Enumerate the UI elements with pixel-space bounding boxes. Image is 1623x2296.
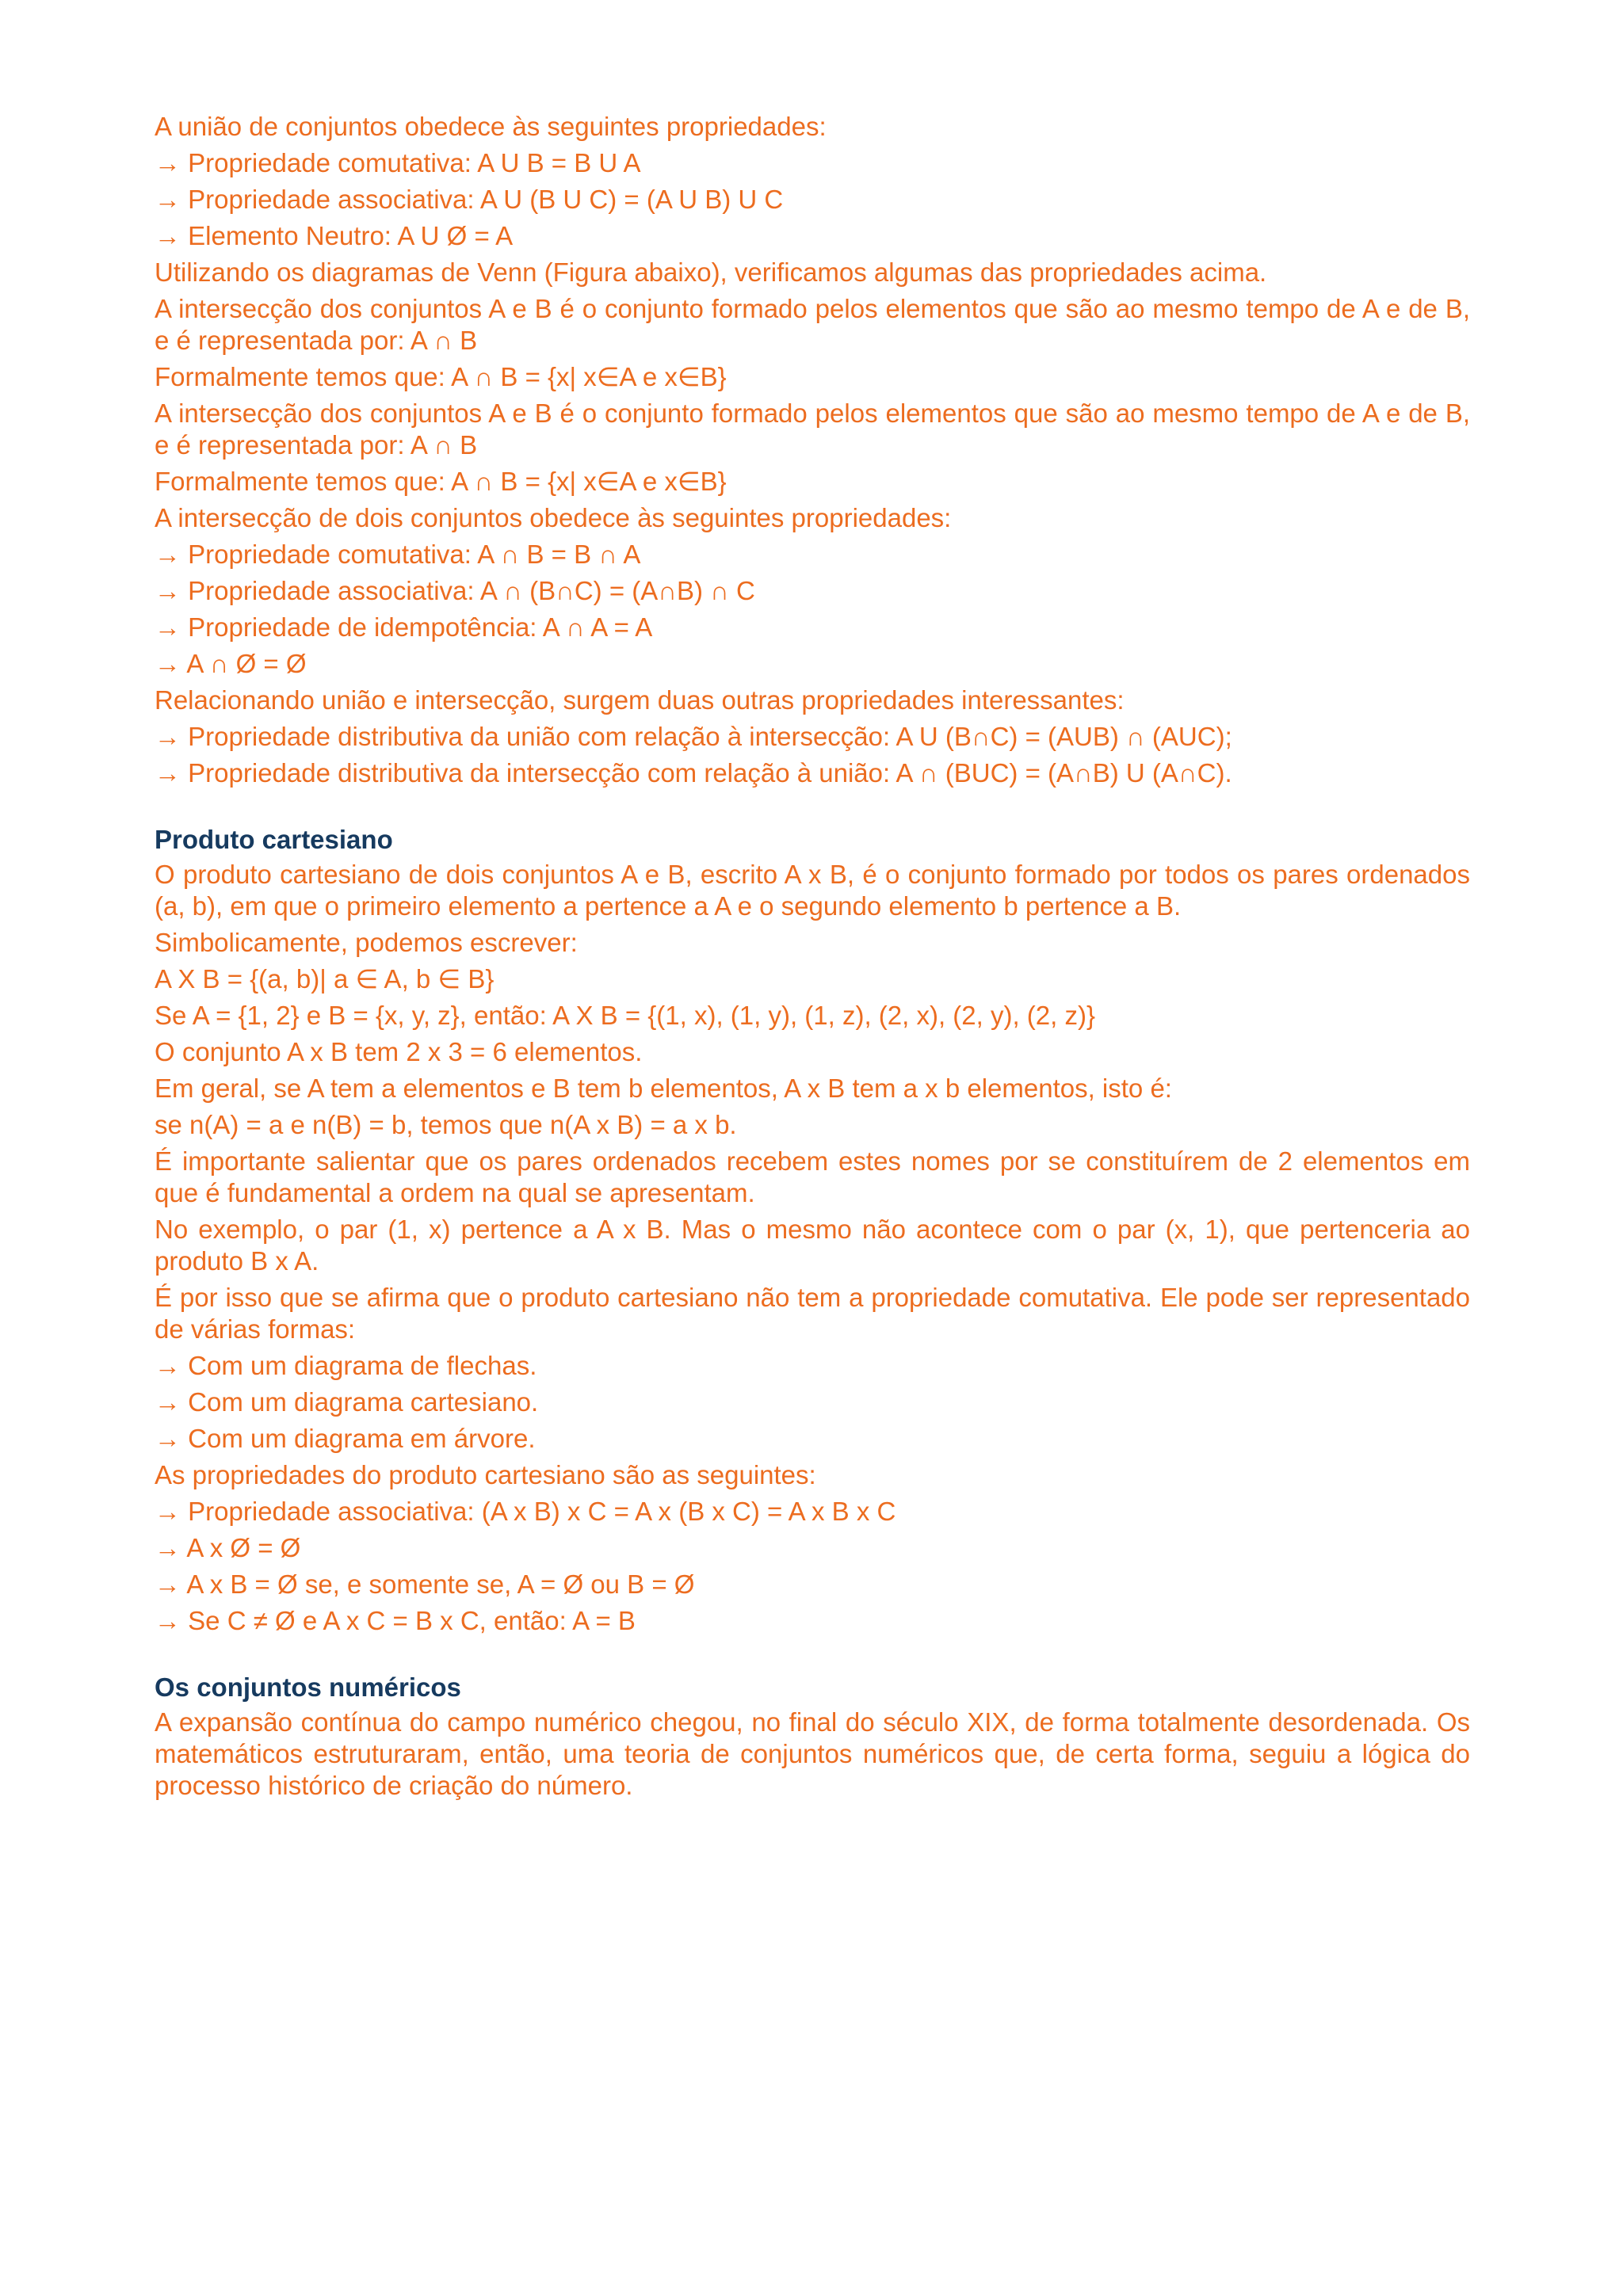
text-line: O conjunto A x B tem 2 x 3 = 6 elementos. — [155, 1037, 643, 1066]
text-line: → Propriedade de idempotência: A ∩ A = A — [155, 612, 653, 642]
text-line: → Propriedade associativa: A ∩ (B∩C) = (A∩B) ∩ C — [155, 576, 755, 605]
text-line: → Propriedade comutativa: A U B = B U A — [155, 148, 641, 177]
cartesian-product-section — [155, 824, 1470, 1637]
paragraph: O produto cartesiano de dois conjuntos A e B, escrito A x B, é o conjunto formado por todos os pares ordenados (a, b), em que o primeiro elemento a pertence a A e o segundo elemento b pertence a B. — [155, 860, 1470, 921]
paragraph: A intersecção dos conjuntos A e B é o conjunto formado pelos elementos que são ao mesmo tempo de A e de B, e é representada por: A ∩ B — [155, 294, 1470, 355]
paragraph: A intersecção dos conjuntos A e B é o conjunto formado pelos elementos que são ao mesmo tempo de A e de B, e é representada por: A ∩ B — [155, 399, 1470, 460]
text-line: → Com um diagrama em árvore. — [155, 1424, 536, 1453]
text-line: Utilizando os diagramas de Venn (Figura abaixo), verificamos algumas das propriedades acima. — [155, 257, 1267, 287]
paragraph: É importante salientar que os pares ordenados recebem estes nomes por se constituírem de 2 elementos em que é fundamental a ordem na qual se apresentam. — [155, 1146, 1470, 1207]
text-line: → A x Ø = Ø — [155, 1533, 301, 1562]
section-heading: Os conjuntos numéricos — [155, 1672, 461, 1702]
paragraph: É por isso que se afirma que o produto cartesiano não tem a propriedade comutativa. Ele pode ser representado de várias formas: — [155, 1283, 1470, 1344]
paragraph: No exemplo, o par (1, x) pertence a A x B. Mas o mesmo não acontece com o par (x, 1), que pertenceria ao produto B x A. — [155, 1215, 1470, 1276]
text-line: se n(A) = a e n(B) = b, temos que n(A x B) = a x b. — [155, 1110, 737, 1139]
text-line: → Se C ≠ Ø e A x C = B x C, então: A = B — [155, 1606, 636, 1635]
text-line: → Com um diagrama de flechas. — [155, 1351, 537, 1380]
text-line: A união de conjuntos obedece às seguintes propriedades: — [155, 112, 827, 141]
text-line: A X B = {(a, b)| a ∈ A, b ∈ B} — [155, 964, 495, 994]
text-line: → Propriedade associativa: (A x B) x C = A x (B x C) = A x B x C — [155, 1497, 896, 1526]
text-line: As propriedades do produto cartesiano são as seguintes: — [155, 1460, 816, 1489]
text-line: Se A = {1, 2} e B = {x, y, z}, então: A X B = {(1, x), (1, y), (1, z), (2, x), (2, y), (2, z)} — [155, 1001, 1096, 1030]
text-line: Em geral, se A tem a elementos e B tem b elementos, A x B tem a x b elementos, isto é: — [155, 1074, 1172, 1103]
text-line: Formalmente temos que: A ∩ B = {x| x∈A e x∈B} — [155, 467, 727, 496]
text-line: → Com um diagrama cartesiano. — [155, 1387, 539, 1417]
text-line: → Propriedade comutativa: A ∩ B = B ∩ A — [155, 540, 641, 569]
text-line: → Elemento Neutro: A U Ø = A — [155, 221, 514, 250]
text-line: → Propriedade distributiva da intersecção com relação à união: A ∩ (BUC) = (A∩B) U (A∩C). — [155, 758, 1232, 788]
union-intersection-section — [155, 111, 1470, 789]
section-heading: Produto cartesiano — [155, 825, 393, 854]
text-line: → Propriedade associativa: A U (B U C) = (A U B) U C — [155, 185, 784, 214]
document-page — [155, 111, 1470, 1806]
text-line: → A ∩ Ø = Ø — [155, 649, 307, 678]
numeric-sets-section — [155, 1672, 1470, 1802]
text-line: A intersecção de dois conjuntos obedece às seguintes propriedades: — [155, 503, 952, 532]
text-line: → A x B = Ø se, e somente se, A = Ø ou B = Ø — [155, 1569, 695, 1599]
paragraph: A expansão contínua do campo numérico chegou, no final do século XIX, de forma totalmente desordenada. Os matemáticos estruturaram, então, uma teoria de conjuntos numéricos que, de certa forma, seguiu a lógica do processo histórico de criação do número. — [155, 1707, 1470, 1800]
text-line: → Propriedade distributiva da união com relação à intersecção: A U (B∩C) = (AUB) ∩ (AUC); — [155, 722, 1232, 751]
text-line: Formalmente temos que: A ∩ B = {x| x∈A e x∈B} — [155, 362, 727, 391]
text-line: Relacionando união e intersecção, surgem duas outras propriedades interessantes: — [155, 685, 1125, 715]
text-line: Simbolicamente, podemos escrever: — [155, 928, 578, 957]
